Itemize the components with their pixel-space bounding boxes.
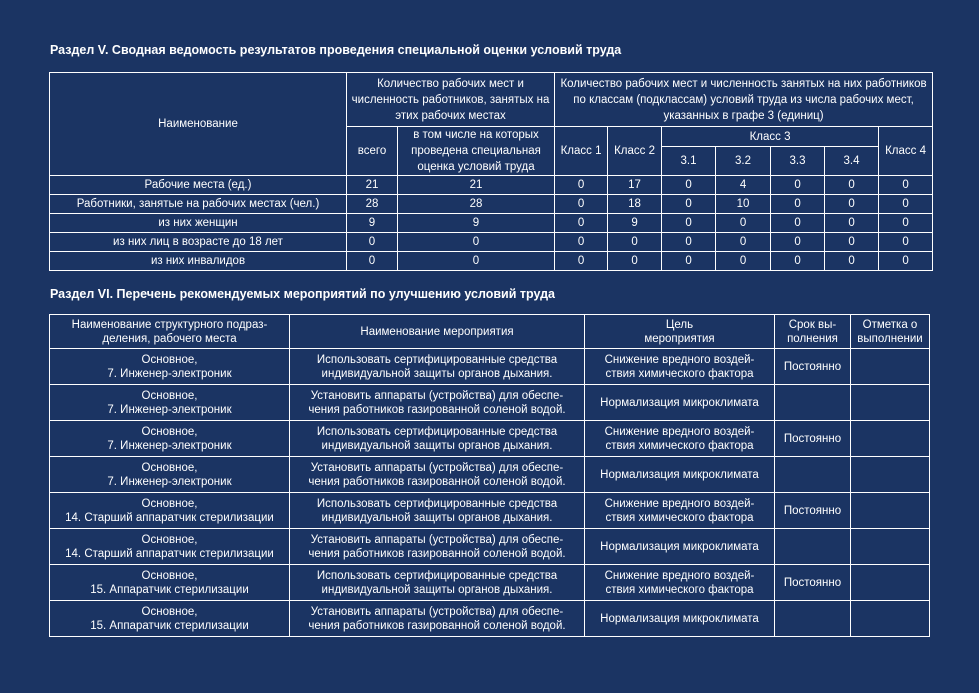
cell-goal: Снижение вредного воздей- ствия химического фактора — [585, 421, 775, 457]
cell-unit: Основное, 7. Инженер-электроник — [50, 457, 290, 493]
cell-goal: Снижение вредного воздей- ствия химического фактора — [585, 565, 775, 601]
cell-deadline — [775, 601, 851, 637]
cell-unit: Основное, 14. Старший аппаратчик стерилизации — [50, 493, 290, 529]
row-name: Рабочие места (ед.) — [50, 176, 347, 195]
cell-class33: 0 — [771, 252, 825, 271]
cell-class31: 0 — [662, 195, 716, 214]
cell-deadline — [775, 457, 851, 493]
header-deadline: Срок вы- полнения — [775, 315, 851, 349]
header-class32: 3.2 — [716, 147, 771, 176]
cell-unit: Основное, 7. Инженер-электроник — [50, 385, 290, 421]
cell-mark — [851, 385, 930, 421]
cell-assessed: 0 — [398, 252, 555, 271]
table-row — [50, 252, 933, 271]
header-assessed: в том числе на которых проведена специальная оценка условий труда — [398, 127, 555, 176]
table-row — [50, 565, 930, 601]
cell-class4: 0 — [879, 195, 933, 214]
cell-unit: Основное, 15. Аппаратчик стерилизации — [50, 601, 290, 637]
cell-class34: 0 — [825, 176, 879, 195]
cell-class34: 0 — [825, 214, 879, 233]
table-row — [50, 214, 933, 233]
cell-assessed: 28 — [398, 195, 555, 214]
cell-class32: 0 — [716, 233, 771, 252]
header-total: всего — [347, 127, 398, 176]
cell-measure: Установить аппараты (устройства) для обеспе- чения работников газированной соленой водой. — [290, 457, 585, 493]
cell-class33: 0 — [771, 214, 825, 233]
cell-class1: 0 — [555, 233, 608, 252]
table-row — [50, 493, 930, 529]
cell-total: 28 — [347, 195, 398, 214]
cell-class34: 0 — [825, 233, 879, 252]
cell-deadline: Постоянно — [775, 349, 851, 385]
cell-assessed: 21 — [398, 176, 555, 195]
header-class33: 3.3 — [771, 147, 825, 176]
cell-measure: Использовать сертифицированные средства индивидуальной защиты органов дыхания. — [290, 493, 585, 529]
cell-total: 21 — [347, 176, 398, 195]
cell-class2: 18 — [608, 195, 662, 214]
cell-unit: Основное, 7. Инженер-электроник — [50, 349, 290, 385]
cell-unit: Основное, 7. Инженер-электроник — [50, 421, 290, 457]
cell-mark — [851, 493, 930, 529]
row-name: из них лиц в возрасте до 18 лет — [50, 233, 347, 252]
cell-assessed: 9 — [398, 214, 555, 233]
table-row — [50, 349, 930, 385]
cell-mark — [851, 601, 930, 637]
cell-class34: 0 — [825, 252, 879, 271]
header-class4: Класс 4 — [879, 127, 933, 176]
cell-measure: Использовать сертифицированные средства индивидуальной защиты органов дыхания. — [290, 565, 585, 601]
cell-class31: 0 — [662, 252, 716, 271]
cell-mark — [851, 421, 930, 457]
cell-unit: Основное, 15. Аппаратчик стерилизации — [50, 565, 290, 601]
cell-class2: 17 — [608, 176, 662, 195]
cell-measure: Установить аппараты (устройства) для обеспе- чения работников газированной соленой водой. — [290, 529, 585, 565]
cell-class2: 9 — [608, 214, 662, 233]
cell-deadline: Постоянно — [775, 565, 851, 601]
cell-mark — [851, 565, 930, 601]
cell-class33: 0 — [771, 176, 825, 195]
cell-class4: 0 — [879, 176, 933, 195]
cell-deadline: Постоянно — [775, 493, 851, 529]
cell-class33: 0 — [771, 195, 825, 214]
header-name: Наименование — [50, 73, 347, 176]
header-count-group: Количество рабочих мест и численность работников, занятых на этих рабочих местах — [347, 73, 555, 127]
cell-class4: 0 — [879, 233, 933, 252]
cell-goal: Нормализация микроклимата — [585, 385, 775, 421]
section6-title: Раздел VI. Перечень рекомендуемых мероприятий по улучшению условий труда — [50, 287, 556, 301]
row-name: Работники, занятые на рабочих местах (чел.) — [50, 195, 347, 214]
cell-class31: 0 — [662, 214, 716, 233]
cell-class31: 0 — [662, 233, 716, 252]
table-row — [50, 421, 930, 457]
summary-table — [49, 72, 933, 271]
cell-class1: 0 — [555, 214, 608, 233]
cell-mark — [851, 457, 930, 493]
cell-class1: 0 — [555, 195, 608, 214]
cell-class4: 0 — [879, 252, 933, 271]
header-measure: Наименование мероприятия — [290, 315, 585, 349]
cell-mark — [851, 529, 930, 565]
cell-class32: 4 — [716, 176, 771, 195]
cell-goal: Нормализация микроклимата — [585, 601, 775, 637]
cell-class34: 0 — [825, 195, 879, 214]
cell-class4: 0 — [879, 214, 933, 233]
cell-total: 9 — [347, 214, 398, 233]
section5-title: Раздел V. Сводная ведомость результатов проведения специальной оценки условий труда — [50, 43, 622, 57]
header-unit: Наименование структурного подраз- деления, рабочего места — [50, 315, 290, 349]
table-row — [50, 195, 933, 214]
cell-class1: 0 — [555, 176, 608, 195]
cell-measure: Использовать сертифицированные средства индивидуальной защиты органов дыхания. — [290, 349, 585, 385]
cell-deadline: Постоянно — [775, 421, 851, 457]
cell-measure: Установить аппараты (устройства) для обеспе- чения работников газированной соленой водой. — [290, 385, 585, 421]
cell-class2: 0 — [608, 233, 662, 252]
cell-class2: 0 — [608, 252, 662, 271]
table-row — [50, 176, 933, 195]
table-row — [50, 601, 930, 637]
table-row — [50, 385, 930, 421]
table-row — [50, 233, 933, 252]
header-goal: Цель мероприятия — [585, 315, 775, 349]
cell-class32: 0 — [716, 252, 771, 271]
cell-total: 0 — [347, 252, 398, 271]
cell-mark — [851, 349, 930, 385]
table-row — [50, 457, 930, 493]
table-row — [50, 529, 930, 565]
header-class3: Класс 3 — [662, 127, 879, 147]
cell-class32: 0 — [716, 214, 771, 233]
measures-table — [49, 314, 930, 637]
cell-class31: 0 — [662, 176, 716, 195]
cell-unit: Основное, 14. Старший аппаратчик стерилизации — [50, 529, 290, 565]
row-name: из них женщин — [50, 214, 347, 233]
cell-goal: Нормализация микроклимата — [585, 529, 775, 565]
header-mark: Отметка о выполнении — [851, 315, 930, 349]
cell-deadline — [775, 529, 851, 565]
cell-class32: 10 — [716, 195, 771, 214]
header-class2: Класс 2 — [608, 127, 662, 176]
header-classes-group: Количество рабочих мест и численность занятых на них работников по классам (подклассам) условий труда из числа рабочих мест, указанных в графе 3 (единиц) — [555, 73, 933, 127]
cell-deadline — [775, 385, 851, 421]
cell-class33: 0 — [771, 233, 825, 252]
cell-goal: Нормализация микроклимата — [585, 457, 775, 493]
cell-assessed: 0 — [398, 233, 555, 252]
cell-class1: 0 — [555, 252, 608, 271]
cell-goal: Снижение вредного воздей- ствия химического фактора — [585, 349, 775, 385]
header-class1: Класс 1 — [555, 127, 608, 176]
cell-goal: Снижение вредного воздей- ствия химического фактора — [585, 493, 775, 529]
header-class34: 3.4 — [825, 147, 879, 176]
cell-measure: Установить аппараты (устройства) для обеспе- чения работников газированной соленой водой. — [290, 601, 585, 637]
row-name: из них инвалидов — [50, 252, 347, 271]
cell-measure: Использовать сертифицированные средства индивидуальной защиты органов дыхания. — [290, 421, 585, 457]
header-class31: 3.1 — [662, 147, 716, 176]
cell-total: 0 — [347, 233, 398, 252]
